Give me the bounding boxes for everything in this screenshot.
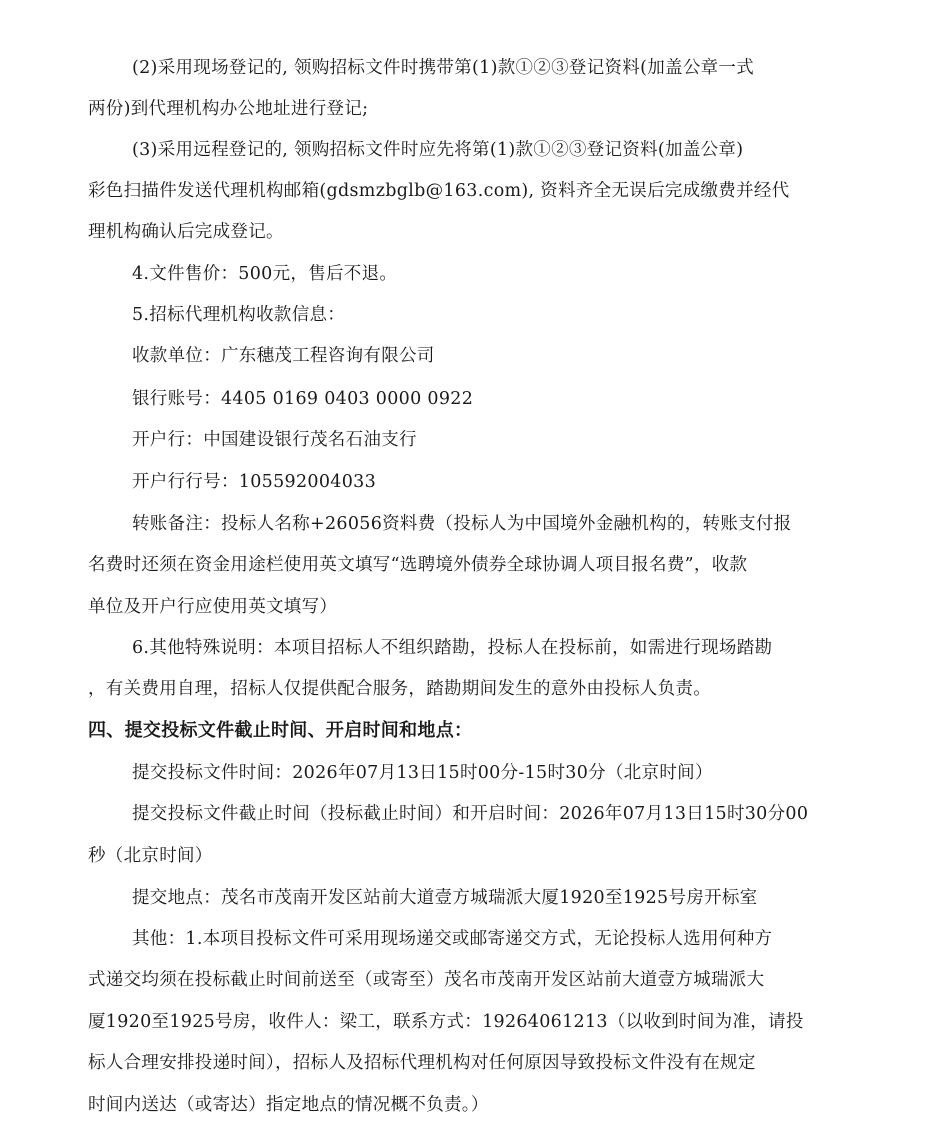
- paragraph-line: 单位及开户行应使用英文填写）: [88, 597, 338, 617]
- paragraph-line: ，有关费用自理，招标人仅提供配合服务，踏勘期间发生的意外由投标人负责。: [88, 679, 711, 699]
- paragraph-line: 转账备注：投标人名称+26056资料费（投标人为中国境外金融机构的，转账支付报: [132, 514, 792, 534]
- paragraph-line: 收款单位：广东穗茂工程咨询有限公司: [132, 346, 435, 366]
- paragraph-line: 厦1920至1925号房，收件人：梁工，联系方式：19264061213（以收到时间为准，请投: [88, 1012, 804, 1032]
- paragraph-line: 提交地点：茂名市茂南开发区站前大道壹方城瑞派大厦1920至1925号房开标室: [132, 888, 758, 908]
- paragraph-line: 两份)到代理机构办公地址进行登记;: [88, 99, 369, 119]
- paragraph-line: (3)采用远程登记的, 领购招标文件时应先将第(1)款①②③登记资料(加盖公章): [132, 140, 744, 160]
- paragraph-line: 开户行：中国建设银行茂名石油支行: [132, 430, 417, 450]
- paragraph-line: 开户行行号：105592004033: [132, 472, 377, 492]
- paragraph-line: 标人合理安排投递时间），招标人及招标代理机构对任何原因导致投标文件没有在规定: [88, 1053, 756, 1073]
- paragraph-line: 理机构确认后完成登记。: [88, 222, 284, 242]
- paragraph-line: 提交投标文件时间：2026年07月13日15时00分-15时30分（北京时间）: [132, 763, 713, 783]
- paragraph-line: 4.文件售价：500元，售后不退。: [132, 264, 398, 284]
- paragraph-line: 6.其他特殊说明：本项目招标人不组织踏勘，投标人在投标前，如需进行现场踏勘: [132, 638, 773, 658]
- paragraph-line: 式递交均须在投标截止时间前送至（或寄至）茂名市茂南开发区站前大道壹方城瑞派大: [88, 970, 765, 990]
- paragraph-line: 时间内送达（或寄达）指定地点的情况概不负责。）: [88, 1095, 489, 1115]
- paragraph-line: (2)采用现场登记的, 领购招标文件时携带第(1)款①②③登记资料(加盖公章一式: [132, 58, 755, 78]
- paragraph-line: 秒（北京时间）: [88, 846, 213, 866]
- paragraph-line: 彩色扫描件发送代理机构邮箱(gdsmzbglb@163.com), 资料齐全无误后完成缴费并经代: [88, 181, 790, 201]
- paragraph-line: 5.招标代理机构收款信息：: [132, 305, 346, 325]
- section-heading: 四、提交投标文件截止时间、开启时间和地点：: [88, 720, 473, 741]
- paragraph-line: 提交投标文件截止时间（投标截止时间）和开启时间：2026年07月13日15时30分00: [132, 804, 809, 824]
- paragraph-line: 银行账号：4405 0169 0403 0000 0922: [132, 389, 474, 409]
- paragraph-line: 名费时还须在资金用途栏使用英文填写“选聘境外债券全球协调人项目报名费”，收款: [88, 555, 748, 575]
- paragraph-line: 其他：1.本项目投标文件可采用现场递交或邮寄递交方式，无论投标人选用何种方: [132, 929, 773, 949]
